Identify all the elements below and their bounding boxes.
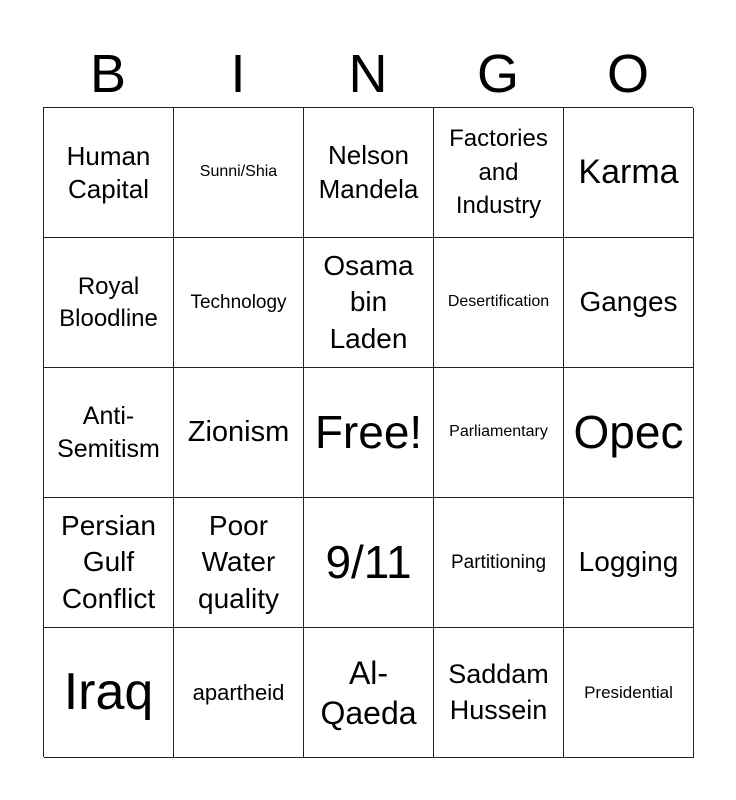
bingo-cell[interactable]: Presidential — [564, 628, 694, 758]
bingo-cell[interactable]: Desertification — [434, 238, 564, 368]
bingo-cell[interactable]: Logging — [564, 498, 694, 628]
header-letter-b: B — [89, 44, 127, 104]
bingo-cell[interactable]: Royal Bloodline — [44, 238, 174, 368]
bingo-cell[interactable]: Anti-Semitism — [44, 368, 174, 498]
bingo-header — [43, 40, 693, 108]
bingo-cell[interactable]: Poor Water quality — [174, 498, 304, 628]
bingo-cell[interactable]: Partitioning — [434, 498, 564, 628]
header-letter-n: N — [348, 44, 388, 104]
bingo-cell[interactable]: Karma — [564, 108, 694, 238]
bingo-cell[interactable]: 9/11 — [304, 498, 434, 628]
bingo-card-grid — [43, 107, 693, 757]
bingo-cell[interactable]: Factories and Industry — [434, 108, 564, 238]
bingo-cell[interactable]: Persian Gulf Conflict — [44, 498, 174, 628]
bingo-cell[interactable]: Saddam Hussein — [434, 628, 564, 758]
bingo-cell[interactable]: Sunni/Shia — [174, 108, 304, 238]
bingo-cell[interactable]: Parliamentary — [434, 368, 564, 498]
bingo-cell[interactable]: Opec — [564, 368, 694, 498]
bingo-cell[interactable]: Osama bin Laden — [304, 238, 434, 368]
bingo-cell[interactable]: apartheid — [174, 628, 304, 758]
bingo-cell[interactable]: Technology — [174, 238, 304, 368]
bingo-cell[interactable]: Al-Qaeda — [304, 628, 434, 758]
bingo-cell[interactable]: Ganges — [564, 238, 694, 368]
bingo-cell[interactable]: Iraq — [44, 628, 174, 758]
header-letter-o: O — [606, 44, 649, 104]
free-space[interactable]: Free! — [304, 368, 434, 498]
bingo-cell[interactable]: Zionism — [174, 368, 304, 498]
bingo-cell[interactable]: Nelson Mandela — [304, 108, 434, 238]
header-letter-g: G — [476, 44, 519, 104]
bingo-cell[interactable]: Human Capital — [44, 108, 174, 238]
header-letter-i: I — [230, 44, 246, 104]
